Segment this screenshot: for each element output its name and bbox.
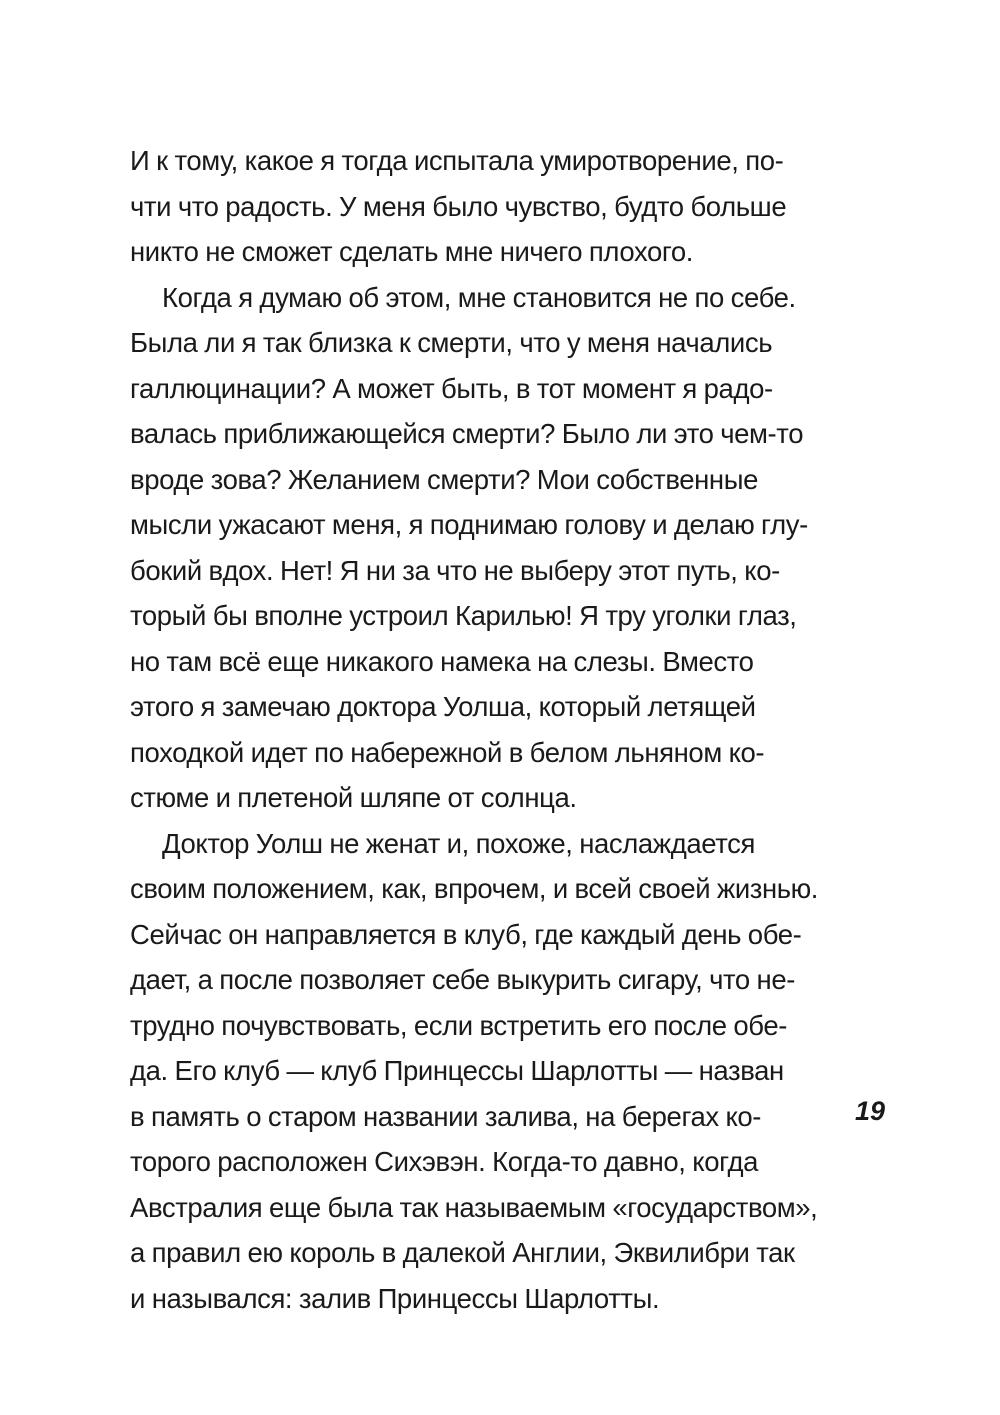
text-line: этого я замечаю доктора Уолша, который летящей [130,691,756,722]
text-line: трудно почувствовать, если встретить его после обе- [130,1009,787,1041]
page-number: 19 [855,1096,886,1126]
text-line: чти что радость. У меня было чувство, будто больше [130,190,787,222]
text-line: Была ли я так близка к смерти, что у меня начались [130,327,773,358]
text-line: и назывался: залив Принцессы Шарлотты. [130,1282,660,1314]
text-line: в память о старом названии залива, на берегах ко- [130,1100,762,1132]
text-line: да. Его клуб — клуб Принцессы Шарлотты — назван [130,1055,784,1086]
text-line: торого расположен Сихэвэн. Когда-то давно, когда [130,1146,759,1177]
text-line: походкой идет по набережной в белом льняном ко- [130,736,765,768]
text-line: бокий вдох. Нет! Я ни за что не выберу этот путь, ко- [130,554,780,586]
text-line: галлюцинации? А может быть, в тот момент я радо- [130,372,773,404]
paragraph-start-line: Доктор Уолш не женат и, похоже, наслаждается [162,827,756,859]
paragraph-start-line: Когда я думаю об этом, мне становится не по себе. [162,281,796,313]
text-line: но там всё еще никакого намека на слезы. Вместо [130,645,754,677]
text-line: стюме и плетеной шляпе от солнца. [130,782,577,813]
text-line: а правил ею король в далекой Англии, Эквилибри так [130,1237,795,1268]
text-line: вроде зова? Желанием смерти? Мои собственные [130,463,758,495]
body-text [130,138,818,1321]
text-line: валась приближающейся смерти? Было ли это чем-то [130,418,804,449]
text-line: никто не сможет сделать мне ничего плохого. [130,236,694,267]
text-line: И к тому, какое я тогда испытала умиротворение, по- [130,145,784,176]
text-line: Австралия еще была так называемым «государством», [130,1191,818,1223]
text-line: мысли ужасают меня, я поднимаю голову и делаю глу- [130,509,808,540]
text-line: торый бы вполне устроил Карилью! Я тру уголки глаз, [130,600,797,631]
text-line: Сейчас он направляется в клуб, где каждый день обе- [130,918,802,950]
text-line: своим положением, как, впрочем, и всей своей жизнью. [130,873,819,904]
text-line: дает, а после позволяет себе выкурить сигару, что не- [130,964,795,995]
